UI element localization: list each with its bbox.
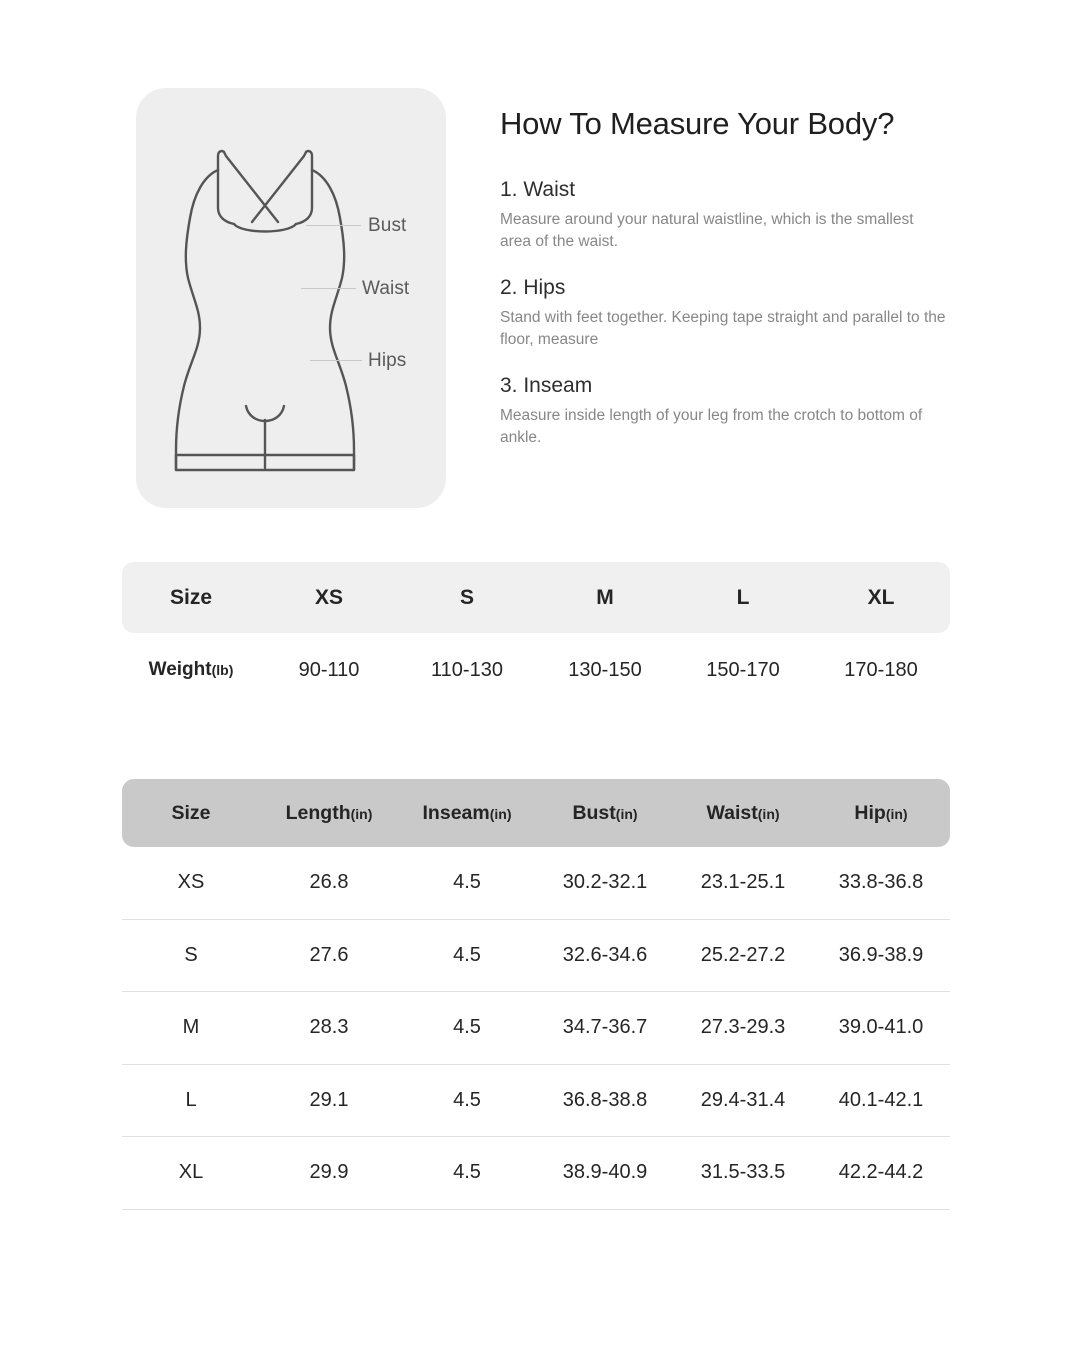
row-label-unit: (lb) (211, 662, 234, 678)
cell-hip: 42.2-44.2 (812, 1137, 950, 1210)
cell-hip: 33.8-36.8 (812, 847, 950, 919)
cell-waist: 27.3-29.3 (674, 992, 812, 1065)
column-header-bust (536, 779, 674, 847)
step-body: Measure around your natural waistline, which is the smallest area of the waist. (500, 211, 914, 251)
column-header-inseam (398, 779, 536, 847)
cell-inseam: 4.5 (398, 919, 536, 992)
column-header-waist (674, 779, 812, 847)
cell-weight-l: 150-170 (706, 658, 780, 681)
column-header-xs: XS (260, 562, 398, 633)
measure-guide-section (0, 0, 1080, 540)
cell-bust: 32.6-34.6 (536, 919, 674, 992)
cell-inseam: 4.5 (398, 847, 536, 919)
instructions-panel (500, 106, 970, 450)
cell-length: 29.9 (260, 1137, 398, 1210)
table-row (122, 1064, 950, 1137)
header-text: Length (285, 801, 351, 824)
cell-weight-xs: 90-110 (298, 658, 360, 681)
header-unit: (in) (885, 805, 908, 822)
cell-waist: 29.4-31.4 (674, 1064, 812, 1137)
leader-line-waist (301, 288, 356, 289)
header-text: Bust (572, 801, 616, 824)
header-text: Hip (854, 801, 886, 824)
cell-size: XL (122, 1137, 260, 1210)
cell-length: 27.6 (260, 919, 398, 992)
instruction-step-hips (500, 276, 970, 352)
cell-length: 26.8 (260, 847, 398, 919)
table-header-row (122, 562, 950, 633)
header-unit: (in) (757, 805, 780, 822)
row-label-weight (122, 633, 260, 707)
table-row (122, 1137, 950, 1210)
leader-line-bust (306, 225, 361, 226)
cell-waist: 31.5-33.5 (674, 1137, 812, 1210)
column-header-size (122, 779, 260, 847)
cell-bust: 36.8-38.8 (536, 1064, 674, 1137)
instruction-step-inseam (500, 374, 970, 450)
header-text: Size (171, 801, 211, 824)
cell-length: 28.3 (260, 992, 398, 1065)
cell-weight-s: 110-130 (431, 658, 503, 681)
table-row (122, 992, 950, 1065)
page-title: How To Measure Your Body? (500, 106, 895, 141)
cell-waist: 23.1-25.1 (674, 847, 812, 919)
cell-size: M (122, 992, 260, 1065)
row-label-text: Weight (148, 659, 212, 680)
cell-bust: 34.7-36.7 (536, 992, 674, 1065)
column-header-m: M (536, 562, 674, 633)
step-body: Stand with feet together. Keeping tape straight and parallel to the floor, measure (500, 308, 946, 349)
cell-waist: 25.2-27.2 (674, 919, 812, 992)
column-header-hip (812, 779, 950, 847)
garment-figure-icon (150, 110, 440, 490)
cell-length: 29.1 (260, 1064, 398, 1137)
cell-hip: 36.9-38.9 (812, 919, 950, 992)
measurements-table (122, 779, 950, 1210)
cell-size: L (122, 1064, 260, 1137)
header-unit: (in) (350, 805, 373, 822)
cell-weight-m: 130-150 (568, 658, 642, 681)
column-header-l: L (674, 562, 812, 633)
step-heading: 3. Inseam (500, 373, 593, 397)
cell-size: XS (122, 847, 260, 919)
cell-size: S (122, 919, 260, 992)
table-row (122, 633, 950, 707)
cell-hip: 40.1-42.1 (812, 1064, 950, 1137)
diagram-label-bust: Bust (368, 215, 407, 236)
weight-table (122, 562, 950, 707)
cell-bust: 38.9-40.9 (536, 1137, 674, 1210)
cell-inseam: 4.5 (398, 1064, 536, 1137)
leader-line-hips (310, 360, 362, 361)
weight-table-container (122, 562, 950, 707)
column-header-size: Size (122, 562, 260, 633)
table-header-row (122, 779, 950, 847)
header-text: Waist (706, 801, 758, 824)
step-heading: 2. Hips (500, 275, 566, 299)
cell-bust: 30.2-32.1 (536, 847, 674, 919)
cell-inseam: 4.5 (398, 992, 536, 1065)
header-unit: (in) (489, 805, 512, 822)
cell-hip: 39.0-41.0 (812, 992, 950, 1065)
diagram-label-waist: Waist (362, 278, 410, 299)
table-row (122, 919, 950, 992)
column-header-length (260, 779, 398, 847)
column-header-s: S (398, 562, 536, 633)
measurements-table-container (122, 779, 950, 1210)
header-unit: (in) (615, 805, 638, 822)
diagram-label-hips: Hips (368, 350, 407, 371)
cell-weight-xl: 170-180 (844, 658, 918, 681)
table-row (122, 847, 950, 919)
instruction-step-waist (500, 178, 970, 254)
cell-inseam: 4.5 (398, 1137, 536, 1210)
column-header-xl: XL (812, 562, 950, 633)
step-body: Measure inside length of your leg from the crotch to bottom of ankle. (500, 406, 923, 447)
step-heading: 1. Waist (500, 178, 576, 201)
header-text: Inseam (422, 801, 490, 824)
